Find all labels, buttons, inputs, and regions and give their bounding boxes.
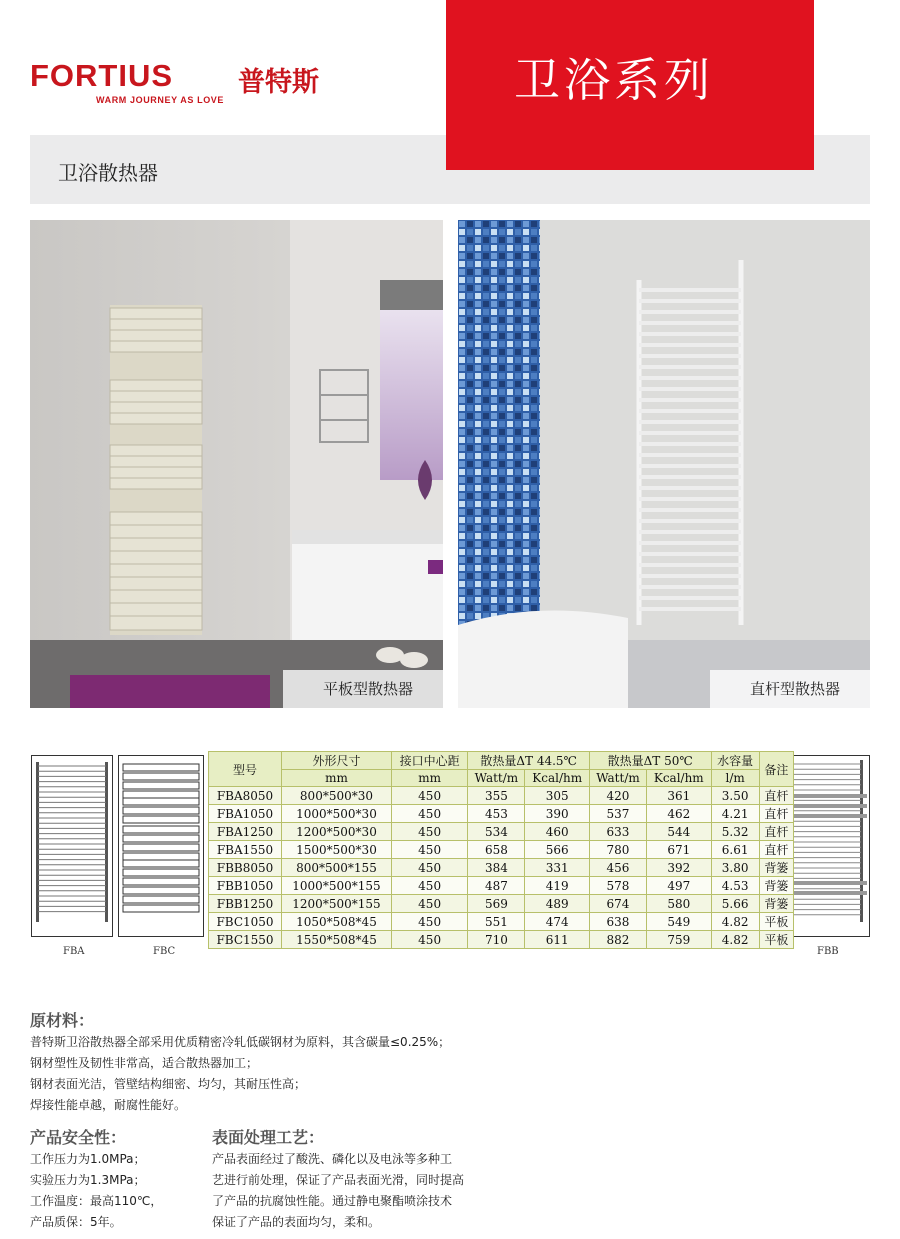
fbc-panel [123,798,199,805]
unit-size: mm [282,770,392,787]
table-row [209,841,794,859]
table-cell: 392 [647,859,712,877]
table-cell: 1200*500*155 [282,895,392,913]
table-cell: 4.21 [711,805,759,823]
unit-water: l/m [711,770,759,787]
bathroom-scene-left [30,220,443,708]
fbc-panel [123,816,199,823]
table-cell: 1500*500*30 [282,841,392,859]
straight-bar-radiator-photo [458,220,870,708]
table-cell: 551 [468,913,525,931]
bathroom-scene-right [458,220,870,708]
table-cell: 611 [525,931,590,949]
fbc-panel [123,860,199,867]
safety-line: 工作压力为1.0MPa； [30,1152,146,1166]
table-cell: FBA8050 [209,787,282,805]
fbc-technical-drawing [118,755,204,937]
surface-line: 产品表面经过了酸洗、磷化以及电泳等多种工 [212,1152,453,1166]
table-cell: 671 [647,841,712,859]
table-cell: 1050*508*45 [282,913,392,931]
surface-title: 表面处理工艺： [212,1128,325,1147]
table-cell: 450 [391,823,467,841]
table-row [209,913,794,931]
table-cell: FBA1250 [209,823,282,841]
th-size: 外形尺寸 [282,752,392,770]
table-cell: 平板 [759,931,793,949]
table-cell: 658 [468,841,525,859]
table-cell: 497 [647,877,712,895]
unit-kcal-2: Kcal/hm [647,770,712,787]
table-cell: 5.32 [711,823,759,841]
table-cell: 331 [525,859,590,877]
fbc-panel [123,869,199,876]
materials-line: 钢材表面光洁，管壁结构细密、均匀，其耐压性高； [30,1077,307,1091]
table-cell: 450 [391,895,467,913]
safety-text [30,1149,200,1233]
logo-tagline: WARM JOURNEY AS LOVE [96,95,225,105]
logo-chinese-name: 普特斯 [238,67,319,98]
table-cell: 4.82 [711,931,759,949]
table-cell: 6.61 [711,841,759,859]
spec-table [208,751,794,949]
table-cell: 882 [589,931,646,949]
fbc-panel [123,807,199,814]
unit-kcal-1: Kcal/hm [525,770,590,787]
table-cell: 450 [391,841,467,859]
fba-bars-drawing [32,756,112,936]
table-cell: 1000*500*155 [282,877,392,895]
unit-watt-1: Watt/m [468,770,525,787]
fba-label: FBA [63,946,85,957]
table-cell: 背篓 [759,877,793,895]
table-cell: 384 [468,859,525,877]
fbc-panel [123,887,199,894]
table-cell: 305 [525,787,590,805]
table-cell: 453 [468,805,525,823]
left-photo-caption: 平板型散热器 [283,670,443,708]
th-heat-445: 散热量ΔT 44.5℃ [468,752,590,770]
materials-title: 原材料： [30,1011,95,1030]
brand-logo [30,58,350,108]
table-cell: 800*500*30 [282,787,392,805]
table-cell: 674 [589,895,646,913]
table-cell: FBB1250 [209,895,282,913]
fbc-panel [123,905,199,912]
th-distance: 接口中心距 [391,752,467,770]
table-cell: 390 [525,805,590,823]
safety-line: 工作温度：最高110℃， [30,1194,163,1208]
table-cell: 1550*508*45 [282,931,392,949]
table-cell: 355 [468,787,525,805]
table-cell: 直杆 [759,823,793,841]
table-cell: 直杆 [759,841,793,859]
table-cell: 487 [468,877,525,895]
fbc-panel [123,835,199,842]
table-row [209,787,794,805]
fbc-panel [123,896,199,903]
table-cell: 背篓 [759,859,793,877]
table-cell: 3.80 [711,859,759,877]
fba-side-rail [36,762,39,922]
table-row [209,877,794,895]
table-cell: 平板 [759,913,793,931]
th-model: 型号 [209,752,282,787]
fbc-label: FBC [153,946,176,957]
right-photo-caption: 直杆型散热器 [710,670,870,708]
fbc-panel [123,826,199,833]
table-cell: 780 [589,841,646,859]
table-cell: 450 [391,877,467,895]
table-cell: 566 [525,841,590,859]
unit-watt-2: Watt/m [589,770,646,787]
fbc-panels-drawing [119,756,203,936]
materials-line: 普特斯卫浴散热器全部采用优质精密冷轧低碳钢材为原料，其含碳量≤0.25%； [30,1035,451,1049]
table-cell: 450 [391,913,467,931]
surface-text [212,1149,532,1233]
section-title: 卫浴散热器 [58,161,158,185]
table-cell: 直杆 [759,805,793,823]
materials-text [30,1032,870,1116]
series-title: 卫浴系列 [514,53,714,107]
table-cell: 背篓 [759,895,793,913]
table-cell: 1200*500*30 [282,823,392,841]
table-row [209,931,794,949]
table-cell: 450 [391,859,467,877]
table-cell: 578 [589,877,646,895]
table-cell: 361 [647,787,712,805]
table-row [209,805,794,823]
surface-line: 艺进行前处理，保证了产品表面光滑，同时提高 [212,1173,465,1187]
table-cell: 474 [525,913,590,931]
table-cell: 直杆 [759,787,793,805]
table-cell: 710 [468,931,525,949]
table-cell: 1000*500*30 [282,805,392,823]
table-cell: FBB1050 [209,877,282,895]
table-cell: 5.66 [711,895,759,913]
table-cell: 638 [589,913,646,931]
table-cell: 534 [468,823,525,841]
fba-side-rail [105,762,108,922]
table-cell: FBB8050 [209,859,282,877]
safety-line: 产品质保：5年。 [30,1215,122,1229]
fbc-panel [123,853,199,860]
spec-table-body [209,787,794,949]
table-cell: FBC1050 [209,913,282,931]
th-heat-50: 散热量ΔT 50℃ [589,752,711,770]
logo-wordmark: FORTIUS [30,58,174,93]
table-cell: 800*500*155 [282,859,392,877]
fba-technical-drawing [31,755,113,937]
fbc-panel [123,791,199,798]
table-cell: FBA1050 [209,805,282,823]
table-row [209,859,794,877]
safety-title: 产品安全性： [30,1128,127,1147]
table-row [209,823,794,841]
table-cell: FBC1550 [209,931,282,949]
table-cell: 450 [391,787,467,805]
table-cell: 549 [647,913,712,931]
fbb-side-rail [860,760,863,922]
unit-distance: mm [391,770,467,787]
table-cell: 489 [525,895,590,913]
surface-line: 保证了产品的表面均匀，柔和。 [212,1215,381,1229]
safety-line: 实验压力为1.3MPa； [30,1173,146,1187]
table-cell: 580 [647,895,712,913]
table-cell: 633 [589,823,646,841]
table-cell: 420 [589,787,646,805]
fbc-panel [123,844,199,851]
table-cell: 419 [525,877,590,895]
table-cell: 4.53 [711,877,759,895]
table-cell: 3.50 [711,787,759,805]
table-cell: 450 [391,931,467,949]
table-row [209,895,794,913]
fbc-panel [123,764,199,771]
table-cell: 456 [589,859,646,877]
fbc-panel [123,878,199,885]
table-cell: 537 [589,805,646,823]
table-cell: 544 [647,823,712,841]
table-cell: 450 [391,805,467,823]
fbb-label: FBB [817,946,839,957]
materials-line: 钢材塑性及韧性非常高，适合散热器加工； [30,1056,259,1070]
th-note: 备注 [759,752,793,787]
materials-line: 焊接性能卓越，耐腐性能好。 [30,1098,187,1112]
table-cell: 460 [525,823,590,841]
table-cell: 569 [468,895,525,913]
fbc-panel [123,782,199,789]
table-cell: 759 [647,931,712,949]
series-title-block [446,0,814,170]
table-cell: FBA1550 [209,841,282,859]
fbc-panel [123,773,199,780]
th-water: 水容量 [711,752,759,770]
table-cell: 4.82 [711,913,759,931]
flat-panel-radiator-photo [30,220,443,708]
surface-line: 了产品的抗腐蚀性能。通过静电聚酯喷涂技术 [212,1194,453,1208]
table-cell: 462 [647,805,712,823]
